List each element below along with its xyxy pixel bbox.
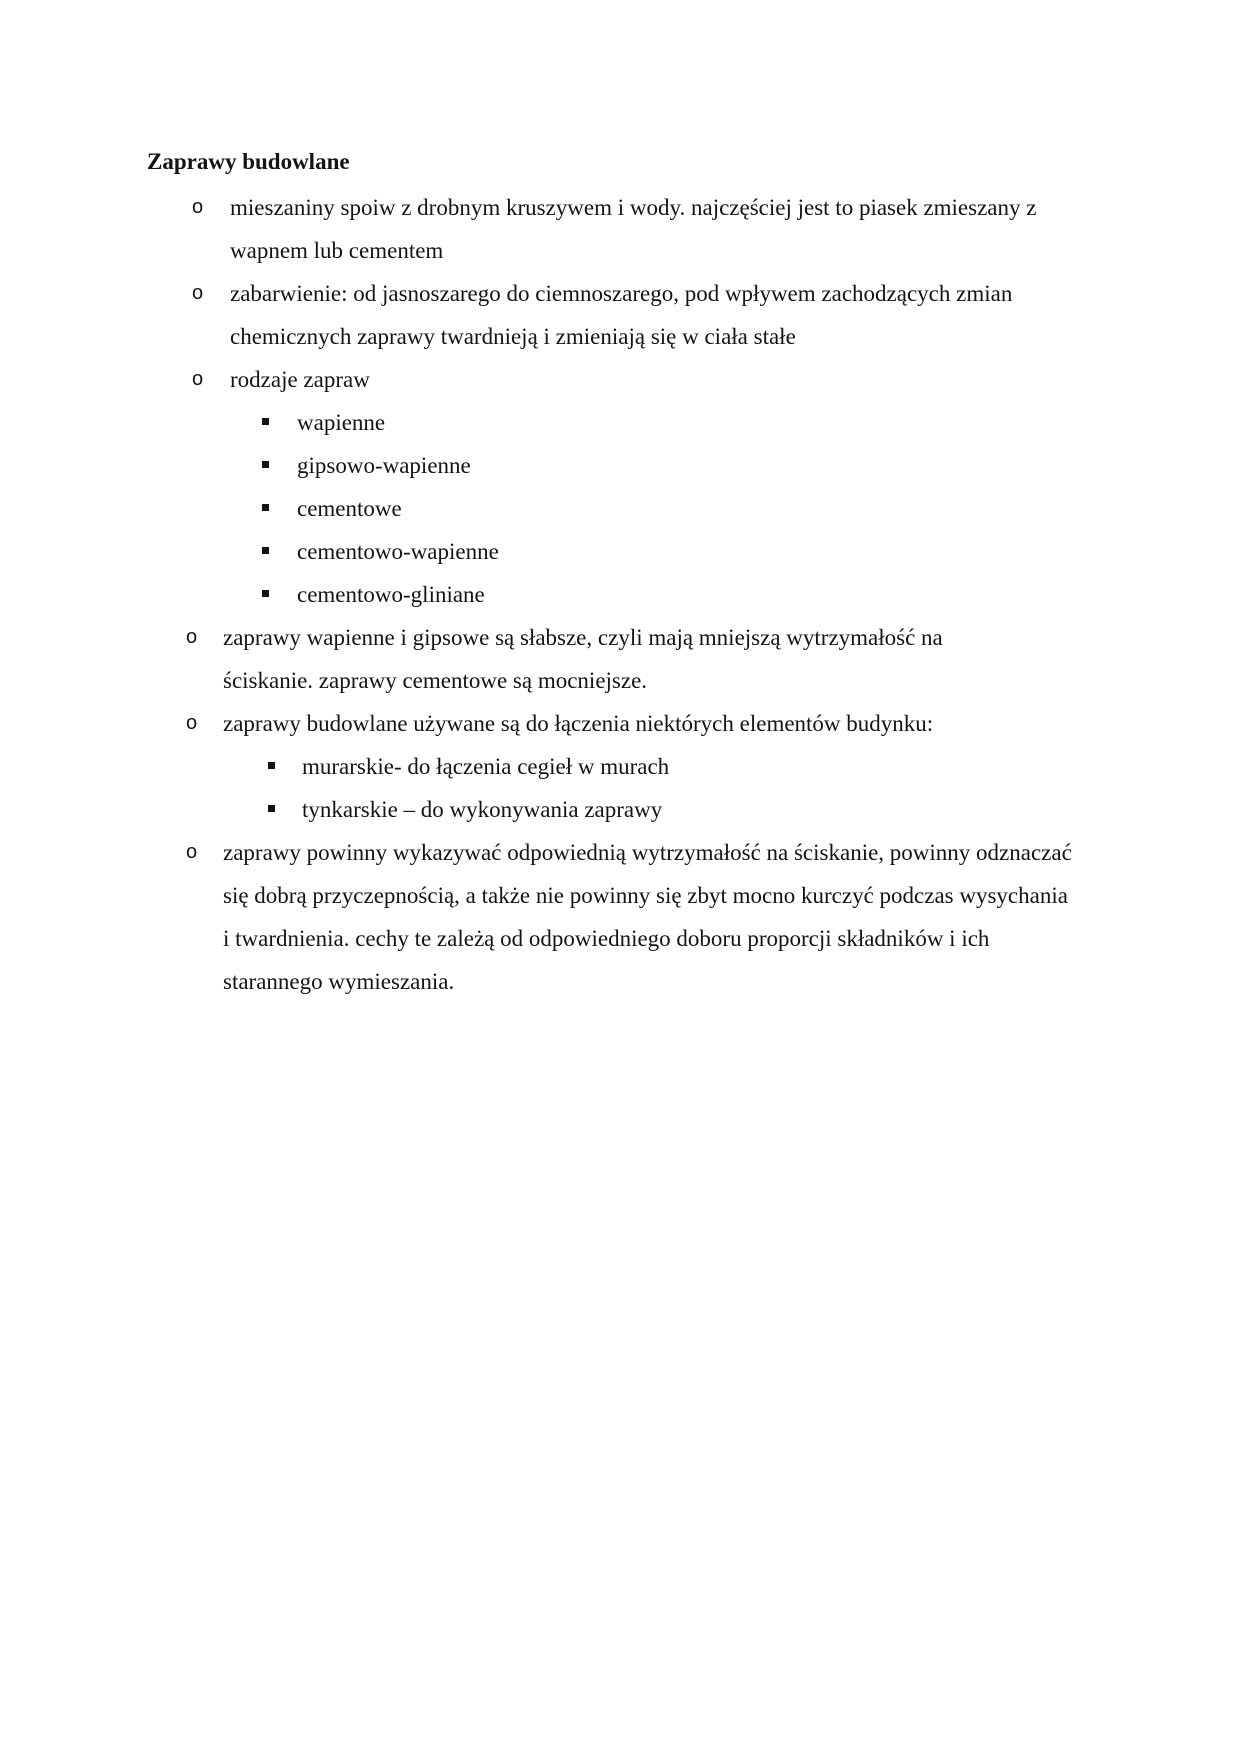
list-item [230,186,1110,272]
list-item-text: zaprawy wapienne i gipsowe są słabsze, czyli mają mniejszą wytrzymałość na ściskanie. zaprawy cementowe są mocniejsze. [223,625,943,693]
list-bullet-circle: o [192,196,204,218]
list-bullet-circle: o [192,282,204,304]
list-bullet-circle: o [186,712,198,734]
list-item [223,702,1123,745]
sub-list-item: cementowo-gliniane [297,582,485,607]
list-item-text: rodzaje zapraw [230,367,370,392]
list-bullet-square [268,805,275,812]
list-bullet-square [268,762,275,769]
list-bullet-square [262,590,269,597]
sub-list-item: cementowo-wapienne [297,539,499,564]
list-item [223,831,1073,1003]
list-bullet-square [262,504,269,511]
list-item-text: zabarwienie: od jasnoszarego do ciemnoszarego, pod wpływem zachodzących zmian chemicznych zaprawy twardnieją i zmieniają się w ciała stałe [230,281,1013,349]
list-item-text: zaprawy budowlane używane są do łączenia niektórych elementów budynku: [223,711,934,736]
sub-list-item: cementowe [297,496,402,521]
list-item-text: mieszaniny spoiw z drobnym kruszywem i wody. najczęściej jest to piasek zmieszany z wapnem lub cementem [230,195,1037,263]
list-item [230,272,1110,358]
list-item [223,616,1033,702]
list-item [230,358,1150,401]
list-item-text: zaprawy powinny wykazywać odpowiednią wytrzymałość na ściskanie, powinny odznaczać się dobrą przyczepnością, a także nie powinny się zbyt mocno kurczyć podczas wysychania i twardnienia. cechy te zależą od odpowiedniego doboru proporcji składników i ich starannego wymieszania. [223,840,1072,994]
list-bullet-circle: o [186,626,198,648]
list-bullet-square [262,418,269,425]
list-bullet-square [262,461,269,468]
list-bullet-circle: o [192,368,204,390]
list-bullet-square [262,547,269,554]
sub-list-item: murarskie- do łączenia cegieł w murach [302,754,670,779]
sub-list-item: tynkarskie – do wykonywania zaprawy [302,797,663,822]
sub-list-item: wapienne [297,410,386,435]
sub-list-item: gipsowo-wapienne [297,453,471,478]
document-title: Zaprawy budowlane [147,149,350,174]
list-bullet-circle: o [186,841,198,863]
